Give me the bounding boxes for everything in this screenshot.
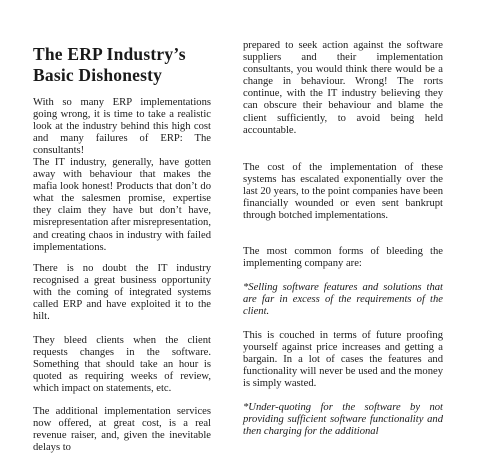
paragraph: The additional implementation services now offered, at great cost, is a real revenue raiser, and, given the inevitable delays to (33, 406, 211, 454)
paragraph: There is no doubt the IT industry recognised a great business opportunity with the coming of integrated systems called ERP and have exploited it to the hilt. (33, 263, 211, 323)
bullet-paragraph: *Under-quoting for the software by not providing sufficient software functionality and then charging for the additional (243, 402, 443, 438)
bullet-paragraph: *Selling software features and solutions that are far in excess of the requirements of the client. (243, 282, 443, 318)
paragraph: The IT industry, generally, have gotten away with behaviour that makes the mafia look honest! Products that don’t do what the salesmen promise, expertise they claim they have but don’t have, misrepresentation after misrepresentation, and creating chaos in industry with failed implementations. (33, 157, 211, 253)
paragraph: prepared to seek action against the software suppliers and their implementation consultants, you would think there would be a change in behaviour. Wrong! The rorts continue, with the IT industry believing they can obscure their behaviour and blame the client sufficiently, to avoid being held accountable. (243, 40, 443, 136)
paragraph: The cost of the implementation of these systems has escalated exponentially over the last 20 years, to the point companies have been financially wounded or even sent bankrupt through botched implementations. (243, 162, 443, 222)
article-title: The ERP Industry’s Basic Dishonesty (33, 44, 186, 85)
paragraph: With so many ERP implementations going wrong, it is time to take a realistic look at the industry behind this high cost and many failures of ERP: The consultants! (33, 97, 211, 157)
paragraph: This is couched in terms of future proofing yourself against price increases and getting a bargain. In a lot of cases the features and functionality will never be used and the money is simply wasted. (243, 330, 443, 390)
paragraph: The most common forms of bleeding the implementing company are: (243, 246, 443, 270)
paragraph: They bleed clients when the client requests changes in the software. Something that should take an hour is quoted as requiring weeks of review, which impact on statements, etc. (33, 335, 211, 395)
